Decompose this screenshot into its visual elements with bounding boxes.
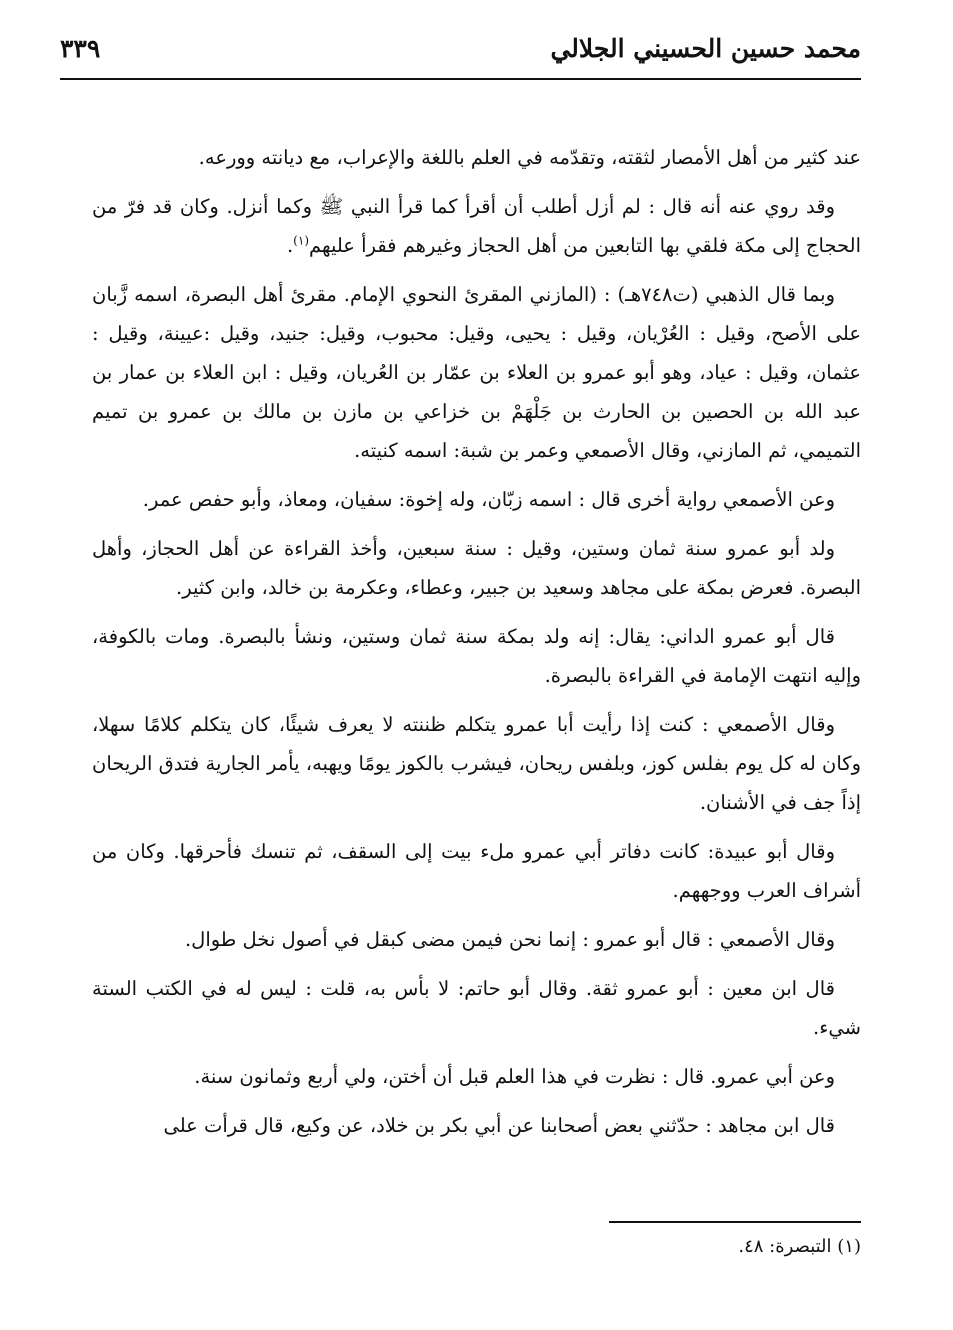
paragraph-text: وقد روي عنه أنه قال : لم أزل أطلب أن أقرأ كما قرأ النبي ﷺ وكما أنزل. وكان قد فرّ من الحجاج إلى مكة فلقي بها التابعين من أهل الحجاز وغيرهم فقرأ عليهم (92, 195, 861, 257)
paragraph: وقال أبو عبيدة: كانت دفاتر أبي عمرو ملء بيت إلى السقف، ثم تنسك فأحرقها. وكان من أشراف العرب ووجههم. (92, 840, 861, 902)
page-header (60, 28, 861, 68)
paragraph: وقال الأصمعي : قال أبو عمرو : إنما نحن فيمن مضى كبقل في أصول نخل طوال. (184, 928, 835, 951)
paragraph: عند كثير من أهل الأمصار لثقته، وتقدّمه في العلم باللغة والإعراب، مع ديانته وورعه. (198, 146, 861, 169)
paragraph: وقد روي عنه أنه قال : لم أزل أطلب أن أقرأ كما قرأ النبي ﷺ وكما أنزل. وكان قد فرّ من الحجاج إلى مكة فلقي بها التابعين من أهل الحجاز وغيرهم فقرأ عليهم$^{(١)}$. (92, 195, 861, 257)
footnote-reference: (١) (293, 233, 309, 248)
paragraph: وعن أبي عمرو. قال : نظرت في هذا العلم قبل أن أختن، ولي أربع وثمانون سنة. (194, 1065, 835, 1088)
paragraph: قال ابن مجاهد : حدّثني بعض أصحابنا عن أبي بكر بن خلاد، عن وكيع، قال قرأت على (163, 1114, 835, 1137)
paragraph: وعن الأصمعي رواية أخرى قال : اسمه زبّان، وله إخوة: سفيان، ومعاذ، وأبو حفص عمر. (142, 488, 835, 511)
header-rule (60, 78, 861, 80)
main-text (92, 138, 861, 1155)
running-title: محمد حسين الحسيني الجلالي (550, 33, 861, 63)
paragraph: وبما قال الذهبي (ت٧٤٨هـ) : (المازني المقرئ النحوي الإمام. مقرئ أهل البصرة، اسمه زَّبان على الأصح، وقيل : العُرْيان، وقيل : يحيى، وقيل: محبوب، وقيل: جنيد، وقيل :عيينة، وقيل : عثمان، وقيل : عياد، وهو أبو عمرو بن العلاء بن عمّار بن العُريان، وقيل : ابن العلاء بن عمار بن عبد الله بن الحصين بن الحارث بن جَلْهَمْ بن خزاعي بن مازن بن مالك بن عمرو بن تميم التميمي، ثم المازني، وقال الأصمعي وعمر بن شبة: اسمه كنيته. (92, 283, 861, 462)
page-number: ٣٣٩ (60, 33, 101, 63)
footnote-separator (609, 1221, 861, 1223)
paragraph: ولد أبو عمرو سنة ثمان وستين، وقيل : سنة سبعين، وأخذ القراءة عن أهل الحجاز، وأهل البصرة. فعرض بمكة على مجاهد وسعيد بن جبير، وعطاء، وعكرمة بن خالد، وابن كثير. (92, 537, 861, 599)
paragraph: وقال الأصمعي : كنت إذا رأيت أبا عمرو يتكلم ظننته لا يعرف شيئًا، كان يتكلم كلامًا سهلا، وكان له كل يوم بفلس كوز، وبلفس ريحان، فيشرب بالكوز يومًا ويهبه، يأمر الجارية فتدق الريحان إذاً جف في الأشنان. (92, 713, 861, 814)
footnote: (١) التبصرة: ٤٨. (738, 1236, 861, 1257)
paragraph: قال أبو عمرو الداني: يقال: إنه ولد بمكة سنة ثمان وستين، ونشأ بالبصرة. ومات بالكوفة، وإليه انتهت الإمامة في القراءة بالبصرة. (92, 625, 861, 687)
paragraph: قال ابن معين : أبو عمرو ثقة. وقال أبو حاتم: لا بأس به، قلت : ليس له في الكتب الستة شيء. (92, 977, 861, 1039)
